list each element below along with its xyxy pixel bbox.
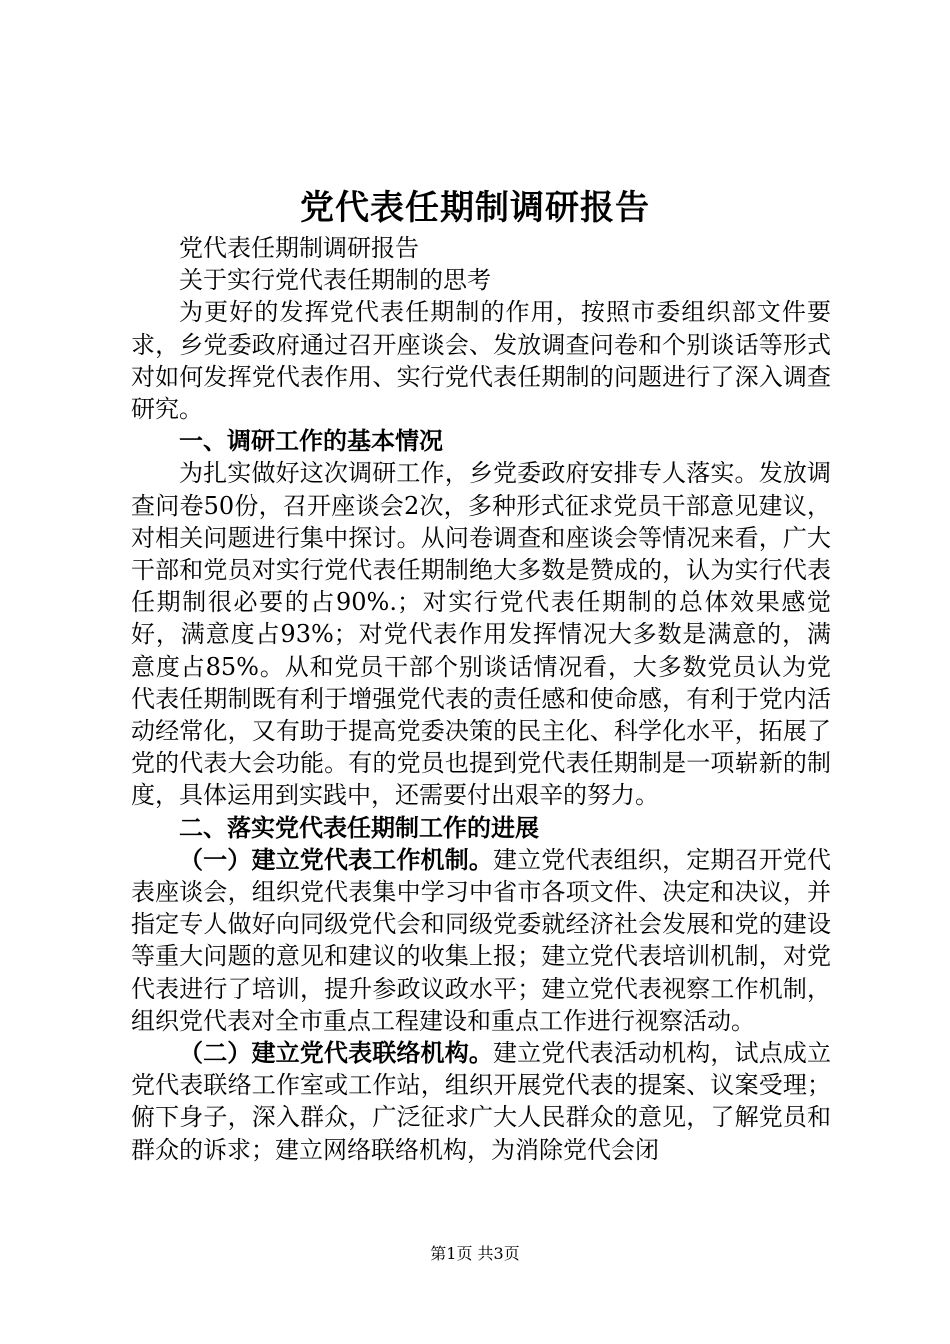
item-1-paragraph [131, 844, 831, 1037]
item-1-body: 建立党代表组织，定期召开党代表座谈会，组织党代表集中学习中省市各项文件、决定和决议，并指定专人做好向同级党代会和同级党委就经济社会发展和党的建设等重大问题的意见和建议的收集上报；建立党代表培训机制，对党代表进行了培训，提升参政议政水平；建立党代表视察工作机制，组织党代表对全市重点工程建设和重点工作进行视察活动。 [131, 845, 831, 1035]
subtitle-line-1: 党代表任期制调研报告 [179, 234, 419, 262]
document-body [131, 232, 831, 1166]
section-1-paragraph: 为扎实做好这次调研工作，乡党委政府安排专人落实。发放调查问卷50份，召开座谈会2次，多种形式征求党员干部意见建议，对相关问题进行集中探讨。从问卷调查和座谈会等情况来看，广大干部和党员对实行党代表任期制绝大多数是赞成的，认为实行代表任期制很必要的占90%.；对实行党代表任期制的总体效果感觉好，满意度占93%；对党代表作用发挥情况大多数是满意的，满意度占85%。从和党员干部个别谈话情况看，大多数党员认为党代表任期制既有利于增强党代表的责任感和使命感，有利于党内活动经常化，又有助于提高党委决策的民主化、科学化水平，拓展了党的代表大会功能。有的党员也提到党代表任期制是一项崭新的制度，具体运用到实践中，还需要付出艰辛的努力。 [131, 459, 831, 810]
subtitle-line-2: 关于实行党代表任期制的思考 [179, 266, 491, 295]
section-1-heading: 一、调研工作的基本情况 [179, 426, 443, 456]
page-footer: 第1页 共3页 [430, 1244, 520, 1263]
section-2-heading: 二、落实党代表任期制工作的进展 [179, 812, 539, 842]
item-2-body: 建立党代表活动机构，试点成立党代表联络工作室或工作站，组织开展党代表的提案、议案受理；俯下身子，深入群众，广泛征求广大人民群众的意见，了解党员和群众的诉求；建立网络联络机构，为消除党代会闭 [131, 1039, 831, 1164]
intro-paragraph: 为更好的发挥党代表任期制的作用，按照市委组织部文件要求，乡党委政府通过召开座谈会、发放调查问卷和个别谈话等形式对如何发挥党代表作用、实行党代表任期制的问题进行了深入调查研究。 [131, 298, 831, 424]
item-2-paragraph [131, 1037, 831, 1166]
document-title: 党代表任期制调研报告 [300, 188, 650, 228]
item-2-heading: （二）建立党代表联络机构。 [179, 1038, 493, 1068]
item-1-heading: （一）建立党代表工作机制。 [179, 844, 493, 874]
